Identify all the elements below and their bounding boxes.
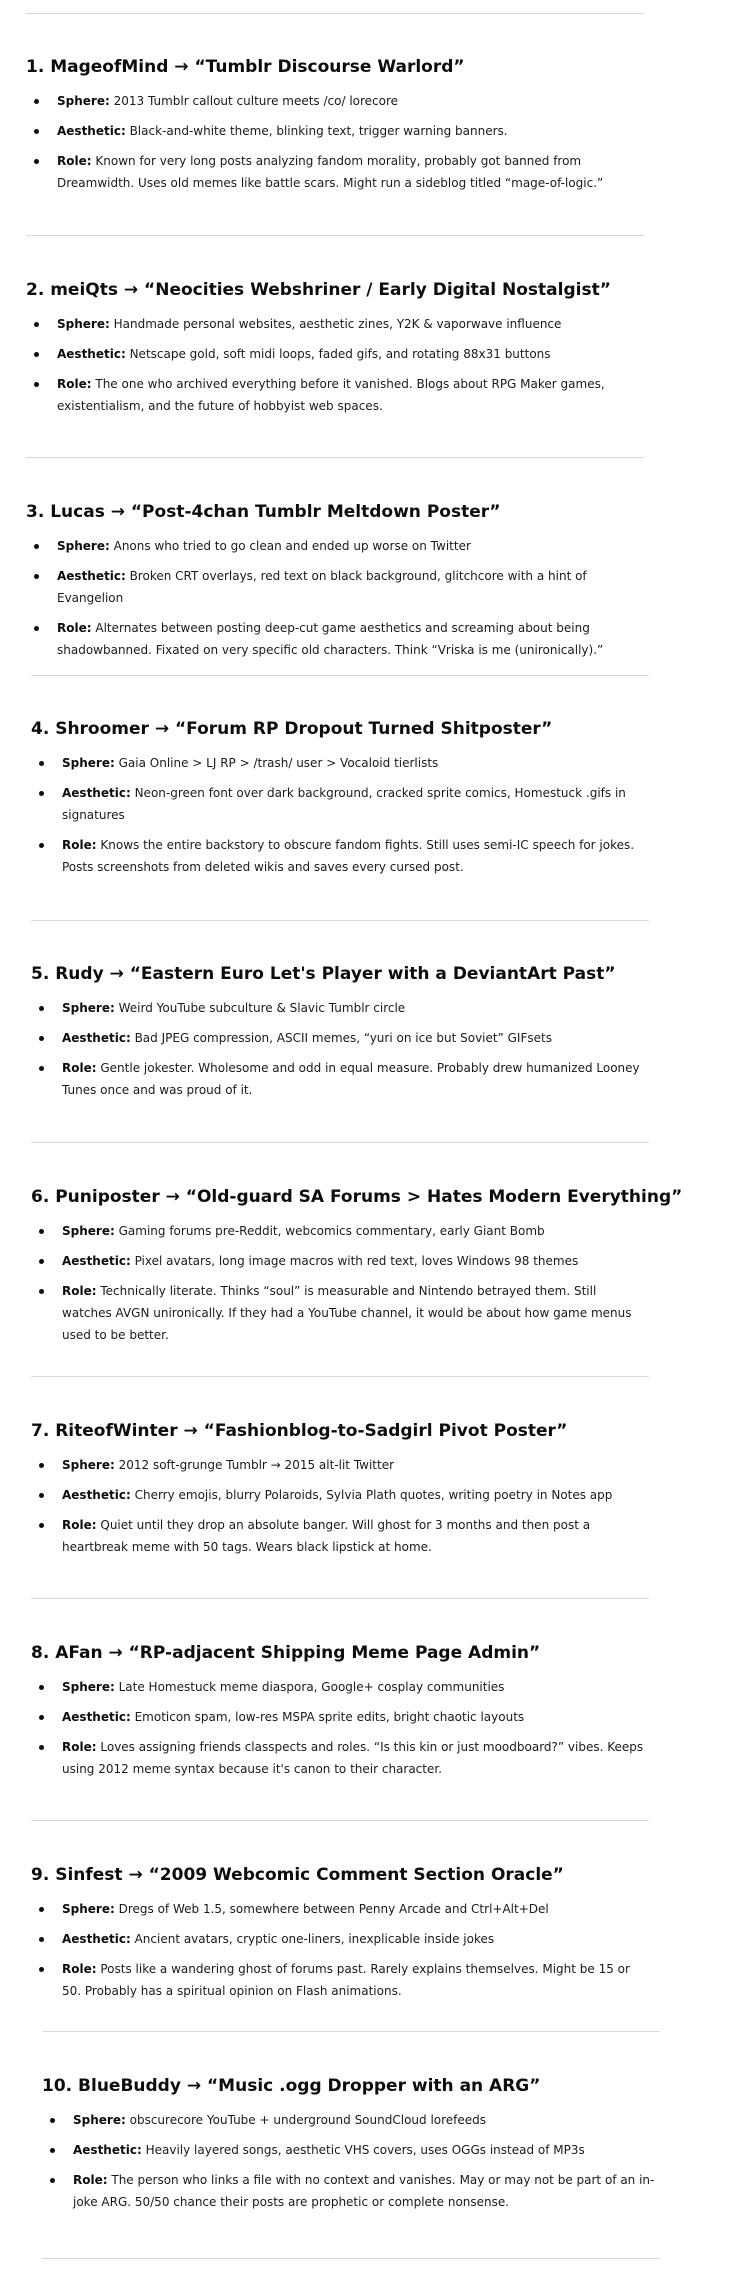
entry-2 <box>26 279 644 425</box>
list-item <box>26 90 644 112</box>
bullet-icon <box>39 1463 44 1468</box>
bullet-icon <box>50 2178 55 2183</box>
bullet-icon <box>39 1967 44 1972</box>
list-item <box>26 150 644 194</box>
bullet-label: Sphere: <box>57 317 110 331</box>
bullet-label: Aesthetic: <box>62 1031 131 1045</box>
list-item <box>31 1250 649 1272</box>
list-item <box>31 1220 649 1242</box>
bullet-icon <box>39 843 44 848</box>
list-item <box>31 1027 649 1049</box>
bullet-label: Sphere: <box>57 94 110 108</box>
list-item <box>31 1736 649 1780</box>
bullet-icon <box>39 1289 44 1294</box>
list-item <box>31 782 649 826</box>
bullet-icon <box>39 1523 44 1528</box>
entry-list <box>31 752 649 878</box>
bullet-icon <box>34 159 39 164</box>
bullet-icon <box>39 1907 44 1912</box>
divider <box>42 2258 660 2259</box>
bullet-icon <box>50 2118 55 2123</box>
bullet-text: 2013 Tumblr callout culture meets /co/ lorecore <box>113 94 399 108</box>
bullet-text: Heavily layered songs, aesthetic VHS covers, uses OGGs instead of MP3s <box>145 2143 585 2157</box>
bullet-text: Bad JPEG compression, ASCII memes, “yuri on ice but Soviet” GIFsets <box>134 1031 552 1045</box>
bullet-text: Technically literate. Thinks “soul” is measurable and Nintendo betrayed them. Still watches AVGN unironically. If they had a YouTube channel, it would be about how game menus used to be better. <box>62 1284 632 1342</box>
entry-list <box>42 2109 660 2213</box>
bullet-text: The one who archived everything before it vanished. Blogs about RPG Maker games, existentialism, and the future of hobbyist web spaces. <box>57 377 605 413</box>
list-item <box>31 752 649 774</box>
bullet-label: Role: <box>73 2173 108 2187</box>
bullet-label: Role: <box>62 1284 97 1298</box>
bullet-icon <box>39 1229 44 1234</box>
bullet-label: Aesthetic: <box>62 1710 131 1724</box>
list-item <box>31 1898 649 1920</box>
bullet-label: Sphere: <box>62 756 115 770</box>
bullet-text: Neon-green font over dark background, cracked sprite comics, Homestuck .gifs in signatures <box>62 786 626 822</box>
bullet-label: Aesthetic: <box>57 347 126 361</box>
bullet-label: Sphere: <box>62 1001 115 1015</box>
list-item <box>42 2139 660 2161</box>
entry-title: 7. RiteofWinter → “Fashionblog-to-Sadgirl Pivot Poster” <box>31 1421 568 1441</box>
bullet-icon <box>39 1036 44 1041</box>
bullet-text: Weird YouTube subculture & Slavic Tumblr circle <box>118 1001 406 1015</box>
list-item <box>26 565 644 609</box>
bullet-icon <box>34 129 39 134</box>
bullet-label: Aesthetic: <box>62 1932 131 1946</box>
entry-list <box>26 90 644 194</box>
list-item <box>26 373 644 417</box>
entry-title: 10. BlueBuddy → “Music .ogg Dropper with an ARG” <box>42 2076 541 2096</box>
bullet-label: Role: <box>57 621 92 635</box>
bullet-icon <box>34 99 39 104</box>
bullet-icon <box>39 791 44 796</box>
bullet-icon <box>39 1066 44 1071</box>
bullet-text: Alternates between posting deep-cut game aesthetics and screaming about being shadowbanned. Fixated on very specific old characters. Think “Vriska is me (unironically).” <box>57 621 604 657</box>
divider <box>31 920 649 921</box>
entry-list <box>31 997 649 1101</box>
entry-3 <box>26 501 644 669</box>
bullet-label: Sphere: <box>62 1902 115 1916</box>
bullet-text: Gentle jokester. Wholesome and odd in equal measure. Probably drew humanized Looney Tunes once and was proud of it. <box>62 1061 640 1097</box>
bullet-text: Known for very long posts analyzing fandom morality, probably got banned from Dreamwidth. Uses old memes like battle scars. Might run a sideblog titled “mage-of-logic.” <box>57 154 604 190</box>
entry-4 <box>31 718 649 886</box>
bullet-text: Quiet until they drop an absolute banger. Will ghost for 3 months and then post a heartbreak meme with 50 tags. Wears black lipstick at home. <box>62 1518 591 1554</box>
bullet-label: Aesthetic: <box>62 1254 131 1268</box>
bullet-icon <box>34 574 39 579</box>
entry-title: 5. Rudy → “Eastern Euro Let's Player with a DeviantArt Past” <box>31 964 616 984</box>
bullet-text: obscurecore YouTube + underground SoundCloud lorefeeds <box>129 2113 487 2127</box>
bullet-text: Loves assigning friends classpects and roles. “Is this kin or just moodboard?” vibes. Keeps using 2012 meme syntax because it's canon to their character. <box>62 1740 644 1776</box>
entry-title: 2. meiQts → “Neocities Webshriner / Early Digital Nostalgist” <box>26 280 611 300</box>
bullet-label: Sphere: <box>73 2113 126 2127</box>
bullet-label: Aesthetic: <box>57 569 126 583</box>
entry-list <box>31 1898 649 2002</box>
bullet-icon <box>39 1006 44 1011</box>
divider <box>31 1376 649 1377</box>
bullet-icon <box>34 352 39 357</box>
list-item <box>31 1676 649 1698</box>
bullet-label: Sphere: <box>62 1224 115 1238</box>
bullet-label: Aesthetic: <box>73 2143 142 2157</box>
divider <box>31 1820 649 1821</box>
entry-title: 6. Puniposter → “Old-guard SA Forums > Hates Modern Everything” <box>31 1187 683 1207</box>
list-item <box>31 1514 649 1558</box>
bullet-icon <box>34 322 39 327</box>
bullet-text: Anons who tried to go clean and ended up worse on Twitter <box>113 539 471 553</box>
divider <box>26 235 644 236</box>
entry-5 <box>31 963 649 1109</box>
list-item <box>31 1280 649 1346</box>
entry-list <box>31 1454 649 1558</box>
bullet-text: Cherry emojis, blurry Polaroids, Sylvia Plath quotes, writing poetry in Notes app <box>134 1488 613 1502</box>
entry-list <box>31 1676 649 1780</box>
list-item <box>26 120 644 142</box>
entry-1 <box>26 56 644 202</box>
list-item <box>42 2109 660 2131</box>
bullet-label: Sphere: <box>62 1458 115 1472</box>
bullet-text: Handmade personal websites, aesthetic zines, Y2K & vaporwave influence <box>113 317 562 331</box>
bullet-text: Dregs of Web 1.5, somewhere between Penny Arcade and Ctrl+Alt+Del <box>118 1902 549 1916</box>
entry-title: 9. Sinfest → “2009 Webcomic Comment Section Oracle” <box>31 1865 564 1885</box>
list-item <box>31 1454 649 1476</box>
list-item <box>31 1958 649 2002</box>
list-item <box>31 1706 649 1728</box>
bullet-text: Posts like a wandering ghost of forums past. Rarely explains themselves. Might be 15 or 50. Probably has a spiritual opinion on Flash animations. <box>62 1962 630 1998</box>
divider <box>31 1142 649 1143</box>
bullet-icon <box>34 382 39 387</box>
bullet-text: Knows the entire backstory to obscure fandom fights. Still uses semi-IC speech for jokes. Posts screenshots from deleted wikis and saves every cursed post. <box>62 838 635 874</box>
bullet-label: Role: <box>57 377 92 391</box>
bullet-icon <box>39 1493 44 1498</box>
bullet-icon <box>39 1937 44 1942</box>
bullet-text: Gaming forums pre-Reddit, webcomics commentary, early Giant Bomb <box>118 1224 545 1238</box>
bullet-icon <box>34 626 39 631</box>
bullet-label: Role: <box>62 838 97 852</box>
bullet-text: Ancient avatars, cryptic one-liners, inexplicable inside jokes <box>134 1932 495 1946</box>
list-item <box>26 343 644 365</box>
bullet-label: Role: <box>62 1962 97 1976</box>
entry-list <box>31 1220 649 1346</box>
bullet-label: Sphere: <box>57 539 110 553</box>
divider <box>26 13 644 14</box>
list-item <box>31 1484 649 1506</box>
entry-7 <box>31 1420 649 1566</box>
bullet-text: Emoticon spam, low-res MSPA sprite edits, bright chaotic layouts <box>134 1710 525 1724</box>
divider <box>31 675 649 676</box>
divider <box>31 1598 649 1599</box>
bullet-text: The person who links a file with no context and vanishes. May or may not be part of an in-joke ARG. 50/50 chance their posts are prophetic or complete nonsense. <box>73 2173 655 2209</box>
bullet-icon <box>39 1685 44 1690</box>
list-item <box>31 834 649 878</box>
bullet-text: 2012 soft-grunge Tumblr → 2015 alt-lit Twitter <box>118 1458 395 1472</box>
bullet-text: Late Homestuck meme diaspora, Google+ cosplay communities <box>118 1680 505 1694</box>
entry-8 <box>31 1642 649 1788</box>
bullet-text: Netscape gold, soft midi loops, faded gifs, and rotating 88x31 buttons <box>129 347 551 361</box>
entry-10 <box>42 2075 660 2221</box>
bullet-label: Sphere: <box>62 1680 115 1694</box>
entry-9 <box>31 1864 649 2010</box>
entry-list <box>26 313 644 417</box>
entry-6 <box>31 1186 683 1354</box>
bullet-text: Gaia Online > LJ RP > /trash/ user > Vocaloid tierlists <box>118 756 439 770</box>
list-item <box>26 535 644 557</box>
bullet-label: Aesthetic: <box>57 124 126 138</box>
entry-title: 1. MageofMind → “Tumblr Discourse Warlord” <box>26 57 465 77</box>
list-item <box>26 313 644 335</box>
entry-title: 4. Shroomer → “Forum RP Dropout Turned Shitposter” <box>31 719 553 739</box>
bullet-label: Aesthetic: <box>62 786 131 800</box>
bullet-label: Role: <box>62 1518 97 1532</box>
list-item <box>31 997 649 1019</box>
bullet-text: Broken CRT overlays, red text on black background, glitchcore with a hint of Evangelion <box>57 569 587 605</box>
bullet-label: Role: <box>62 1061 97 1075</box>
entry-title: 3. Lucas → “Post-4chan Tumblr Meltdown Poster” <box>26 502 501 522</box>
bullet-icon <box>39 1259 44 1264</box>
bullet-text: Black-and-white theme, blinking text, trigger warning banners. <box>129 124 508 138</box>
bullet-label: Aesthetic: <box>62 1488 131 1502</box>
bullet-text: Pixel avatars, long image macros with red text, loves Windows 98 themes <box>134 1254 579 1268</box>
divider <box>26 457 644 458</box>
bullet-icon <box>39 1745 44 1750</box>
bullet-label: Role: <box>62 1740 97 1754</box>
entry-title: 8. AFan → “RP-adjacent Shipping Meme Page Admin” <box>31 1643 541 1663</box>
list-item <box>42 2169 660 2213</box>
bullet-icon <box>34 544 39 549</box>
divider <box>42 2031 660 2032</box>
bullet-icon <box>39 761 44 766</box>
list-item <box>31 1928 649 1950</box>
bullet-icon <box>39 1715 44 1720</box>
list-item <box>31 1057 649 1101</box>
entry-list <box>26 535 644 661</box>
bullet-icon <box>50 2148 55 2153</box>
list-item <box>26 617 644 661</box>
bullet-label: Role: <box>57 154 92 168</box>
